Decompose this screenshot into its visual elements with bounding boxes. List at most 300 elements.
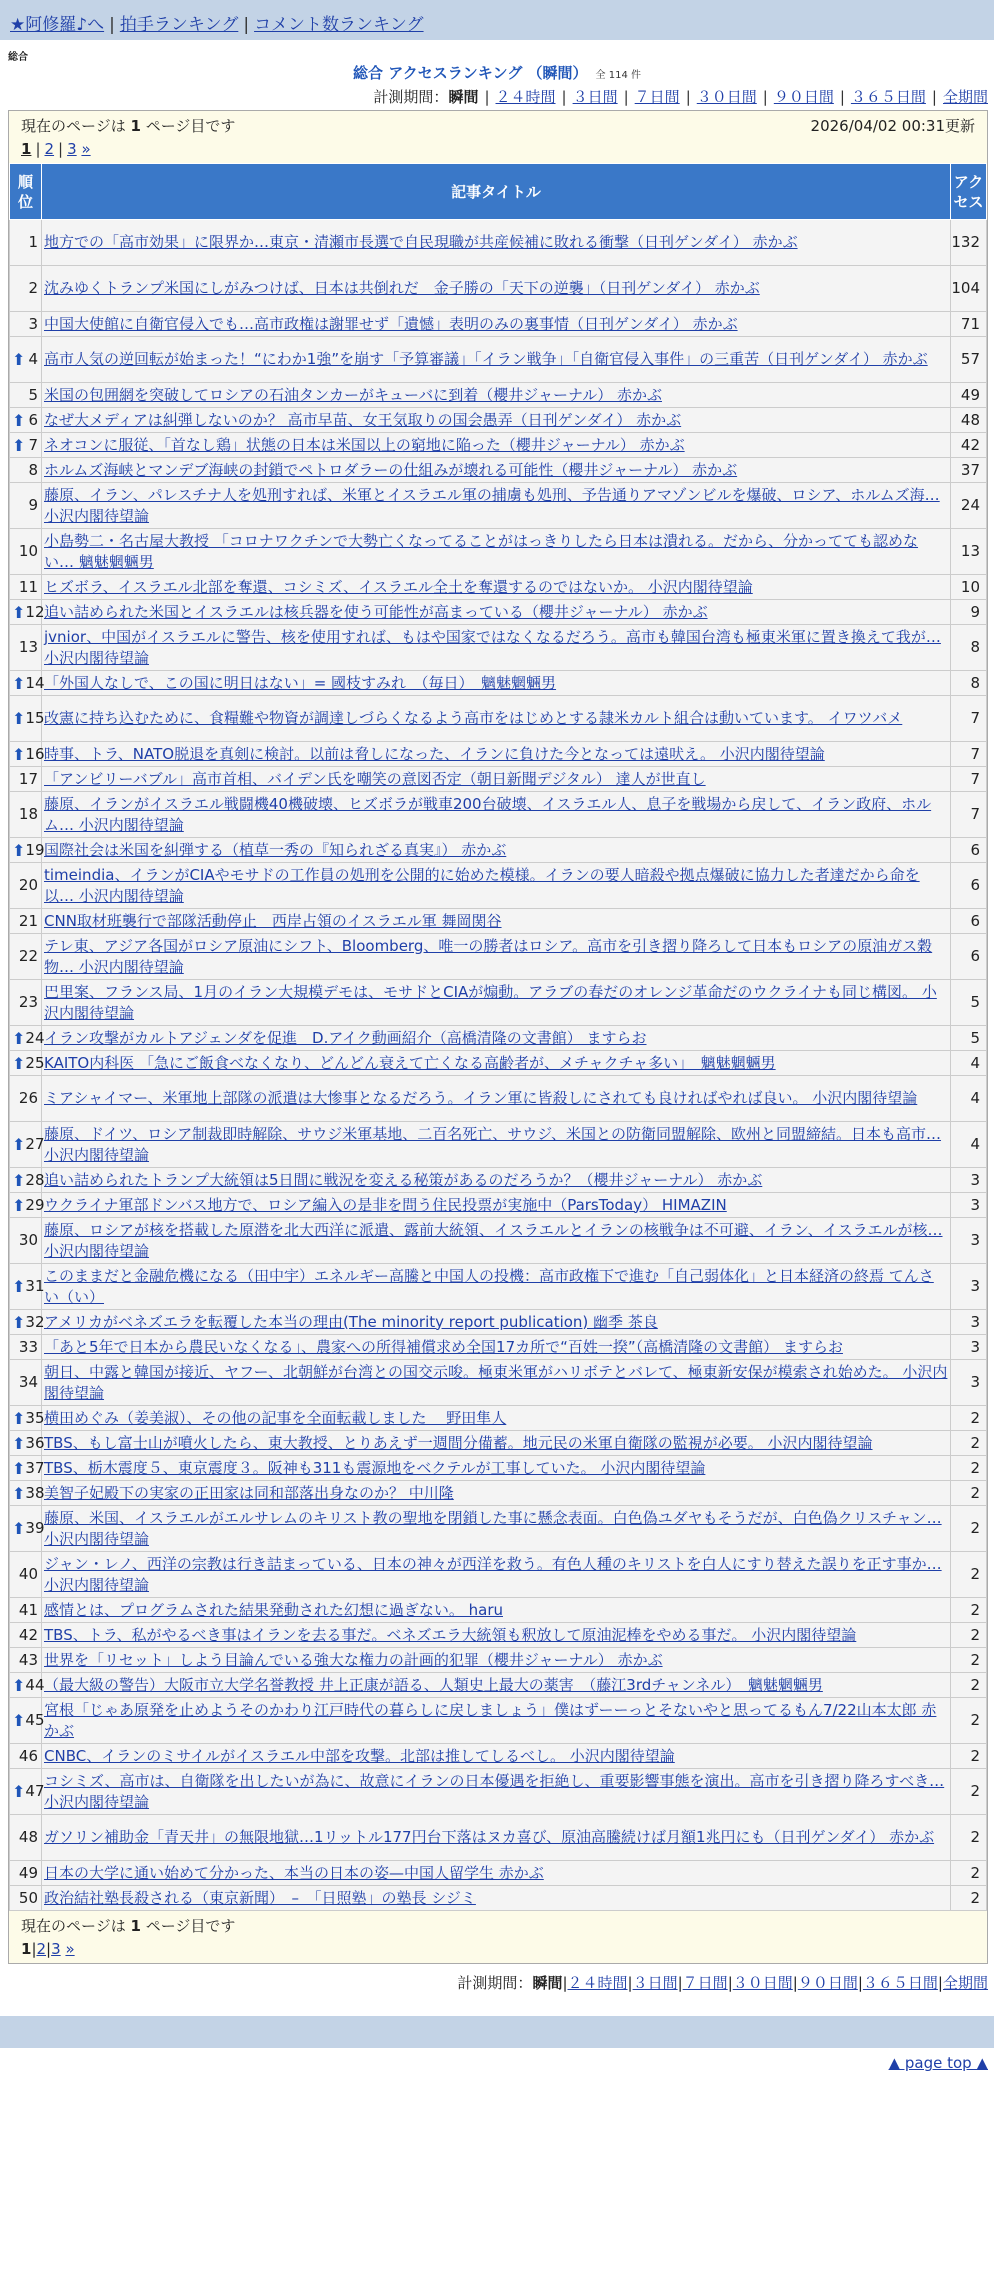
rank-up-arrow-icon: ⬆	[12, 410, 26, 430]
article-link[interactable]: TBS、トラ、私がやるべき事はイランを去る事だ。ベネズエラ大統領も釈放して原油泥棒をやめる事だ。 小沢内閣待望論	[44, 1625, 857, 1644]
total-count: 全 114 件	[595, 70, 641, 81]
table-row	[10, 696, 987, 742]
article-link[interactable]: 藤原、イランがイスラエル戦闘機40機破壊、ヒズボラが戦車200台破壊、イスラエル人、息子を戦場から戻して、イラン政府、ホルム… 小沢内閣待望論	[44, 794, 932, 834]
article-link[interactable]: 沈みゆくトランプ米国にしがみつけば、日本は共倒れだ 金子勝の「天下の逆襲」（日刊ゲンダイ） 赤かぶ	[44, 279, 760, 297]
rank-cell	[10, 1744, 42, 1769]
table-row	[10, 1168, 987, 1193]
rank-up-arrow-icon: ⬆	[12, 1277, 26, 1296]
home-link[interactable]: ★阿修羅♪へ	[10, 15, 105, 35]
title-cell	[42, 792, 951, 838]
rank-number: 37	[25, 1458, 45, 1477]
rank-up-arrow-icon: ⬆	[12, 1170, 26, 1190]
article-link[interactable]: ウクライナ軍部ドンバス地方で、ロシア編入の是非を問う住民投票が実施中（ParsToday） HIMAZIN	[44, 1195, 727, 1214]
rank-number: 47	[25, 1782, 45, 1800]
rank-up-arrow-icon: ⬆	[12, 1053, 26, 1073]
rank-cell	[10, 1481, 45, 1506]
table-row	[10, 1456, 987, 1481]
rank-up-arrow-icon: ⬆	[12, 744, 26, 764]
rank-number: 4	[28, 350, 38, 368]
title-cell	[42, 408, 951, 433]
rank-up-arrow-icon: ⬆	[12, 602, 26, 622]
access-count: 37	[951, 458, 987, 483]
table-row	[10, 1623, 987, 1648]
rank-up-arrow-icon: ⬆	[12, 1519, 26, 1538]
access-count: 9	[951, 600, 987, 625]
next-page-link[interactable]: »	[65, 1940, 75, 1958]
access-count: 2	[951, 1698, 987, 1744]
article-link[interactable]: 藤原、米国、イスラエルがエルサレムのキリスト教の聖地を閉鎖した事に懸念表面。白色偽ユダヤもそうだが、白色偽クリスチャン… 小沢内閣待望論	[44, 1508, 942, 1548]
table-row	[10, 600, 987, 625]
rank-cell	[10, 1598, 42, 1623]
access-count: 2	[951, 1431, 987, 1456]
rank-number: 29	[25, 1195, 45, 1214]
rank-number: 35	[25, 1408, 45, 1427]
rank-up-arrow-icon: ⬆	[12, 1675, 26, 1695]
title-cell	[42, 1886, 951, 1911]
title-cell	[42, 433, 951, 458]
page-info-text: 現在のページは 1 ページ目です	[21, 1917, 236, 1935]
rank-number: 13	[18, 638, 38, 656]
rank-cell	[10, 1698, 45, 1744]
period-current: 瞬間	[532, 1974, 563, 1992]
title-cell	[42, 1168, 951, 1193]
article-link[interactable]: ジャン・レノ、西洋の宗教は行き詰まっている、日本の神々が西洋を救う。有色人種のキリストを白人にすり替えた誤りを正す事か… 小沢内閣待望論	[44, 1554, 942, 1594]
period-link[interactable]: ３６５日間	[850, 88, 926, 106]
access-count: 4	[951, 1051, 987, 1076]
rank-cell	[10, 1431, 45, 1456]
article-link[interactable]: 藤原、ドイツ、ロシア制裁即時解除、サウジ米軍基地、二百名死亡、サウジ、米国との防衛同盟解除、欧州と同盟締結。日本も高市… 小沢内閣待望論	[44, 1124, 942, 1164]
nav-separator: |	[243, 15, 250, 35]
period-separator: |	[839, 88, 845, 106]
title-cell	[42, 266, 951, 312]
article-link[interactable]: ガソリン補助金「青天井」の無限地獄…1リットル177円台下落はヌカ喜び、原油高騰続けば月額1兆円にも（日刊ゲンダイ） 赤かぶ	[44, 1828, 935, 1846]
article-link[interactable]: 世界を「リセット」しよう目論んでいる強大な権力の計画的犯罪（櫻井ジャーナル） 赤かぶ	[44, 1650, 663, 1669]
rank-cell	[10, 1193, 45, 1218]
article-link[interactable]: 横田めぐみ（姜美淑）、その他の記事を全面転載しました 野田隼人	[44, 1408, 507, 1427]
col-access-header: アクセス	[951, 164, 987, 220]
table-row	[10, 671, 987, 696]
page-link[interactable]: 2	[36, 1940, 47, 1958]
page-link[interactable]: 3	[51, 1940, 61, 1958]
period-link[interactable]: ２４時間	[567, 1974, 628, 1992]
access-count: 2	[951, 1481, 987, 1506]
period-separator: |	[623, 88, 629, 106]
rank-cell	[10, 1815, 42, 1861]
rank-number: 26	[18, 1089, 38, 1107]
col-title-header: 記事タイトル	[42, 164, 951, 220]
period-separator: |	[484, 88, 490, 106]
rank-number: 9	[28, 496, 38, 514]
rank-cell	[10, 433, 42, 458]
period-link[interactable]: ７日間	[682, 1974, 728, 1992]
access-count: 42	[951, 433, 987, 458]
top-nav-bar	[0, 0, 994, 40]
article-link[interactable]: 追い詰められた米国とイスラエルは核兵器を使う可能性が高まっている（櫻井ジャーナル） 赤かぶ	[44, 602, 708, 621]
title-cell	[42, 1648, 951, 1673]
article-link[interactable]: timeindia、イランがCIAやモサドの工作員の処刑を公開的に始めた模様。イランの要人暗殺や拠点爆破に協力した者達だから命を以… 小沢内閣待望論	[44, 865, 920, 905]
rank-number: 8	[28, 460, 38, 479]
rank-number: 21	[18, 911, 38, 930]
access-count: 2	[951, 1406, 987, 1431]
access-count: 13	[951, 529, 987, 575]
access-count: 7	[951, 742, 987, 767]
title-cell	[42, 1193, 951, 1218]
page-link[interactable]: 2	[44, 140, 55, 158]
article-link[interactable]: 地方での「高市効果」に限界か…東京・清瀬市長選で自民現職が共産候補に敗れる衝撃（日刊ゲンダイ） 赤かぶ	[44, 233, 798, 251]
rank-number: 36	[25, 1433, 45, 1452]
rank-cell	[10, 1552, 42, 1598]
period-label: 計測期間：	[373, 88, 449, 106]
table-row	[10, 408, 987, 433]
title-cell	[42, 1769, 951, 1815]
table-row	[10, 625, 987, 671]
rank-up-arrow-icon: ⬆	[12, 1458, 26, 1478]
article-link[interactable]: 政治結社塾長殺される（東京新聞） – 「日照塾」の塾長 シジミ	[44, 1888, 476, 1907]
period-separator: |	[685, 88, 691, 106]
rank-cell	[10, 1456, 45, 1481]
article-link[interactable]: KAITO内科医 「急にご飯食べなくなり、どんどん衰えて亡くなる高齢者が、メチャクチャ多い」 魑魅魍魎男	[44, 1053, 776, 1072]
rank-number: 43	[18, 1650, 38, 1669]
article-link[interactable]: 「外国人なしで、この国に明日はない」= 國枝すみれ （毎日） 魑魅魍魎男	[44, 673, 557, 692]
article-link[interactable]: TBS、栃木震度５、東京震度３。阪神も311も震源地をベクテルが工事していた。 小沢内閣待望論	[44, 1458, 706, 1477]
title-cell	[42, 220, 951, 266]
rank-cell	[10, 266, 42, 312]
table-row	[10, 1122, 987, 1168]
access-count: 2	[951, 1744, 987, 1769]
period-link[interactable]: 全期間	[942, 1974, 988, 1992]
access-count: 2	[951, 1861, 987, 1886]
next-page-link[interactable]: »	[81, 140, 91, 158]
article-link[interactable]: 中国大使館に自衛官侵入でも…高市政権は謝罪せず「遺憾」表明のみの裏事情（日刊ゲンダイ） 赤かぶ	[44, 314, 738, 333]
page-link[interactable]: 3	[67, 140, 77, 158]
table-row	[10, 980, 987, 1026]
page-separator: |	[31, 1940, 37, 1958]
title-cell	[42, 1360, 951, 1406]
table-row	[10, 1026, 987, 1051]
title-cell	[42, 1698, 951, 1744]
article-link[interactable]: テレ東、アジア各国がロシア原油にシフト、Bloomberg、唯一の勝者はロシア。高市を引き摺り降ろして日本もロシアの原油ガス穀物… 小沢内閣待望論	[44, 936, 933, 976]
rank-up-arrow-icon: ⬆	[12, 350, 26, 369]
rank-number: 10	[18, 542, 38, 560]
rank-cell	[10, 1406, 45, 1431]
article-link[interactable]: なぜ大メディアは糾弾しないのか？ 高市早苗、女王気取りの国会愚弄（日刊ゲンダイ） 赤かぶ	[44, 410, 682, 429]
rank-number: 33	[18, 1337, 38, 1356]
title-cell	[42, 838, 951, 863]
rank-cell	[10, 1264, 45, 1310]
period-separator: |	[931, 88, 937, 106]
rank-number: 28	[25, 1170, 45, 1189]
table-row	[10, 1815, 987, 1861]
table-row	[10, 1552, 987, 1598]
rank-number: 50	[18, 1888, 38, 1907]
rank-number: 12	[25, 602, 45, 621]
access-count: 24	[951, 483, 987, 529]
article-link[interactable]: ネオコンに服従、「首なし鶏」状態の日本は米国以上の窮地に陥った（櫻井ジャーナル） 赤かぶ	[44, 435, 685, 454]
rank-up-arrow-icon: ⬆	[12, 1312, 26, 1332]
title-cell	[42, 696, 951, 742]
clap-ranking-link[interactable]: 拍手ランキング	[119, 15, 239, 35]
comment-ranking-link[interactable]: コメント数ランキング	[254, 15, 424, 35]
table-row	[10, 767, 987, 792]
table-row	[10, 433, 987, 458]
access-count: 3	[951, 1360, 987, 1406]
access-count: 7	[951, 696, 987, 742]
title-cell	[42, 1815, 951, 1861]
pagination-top	[9, 111, 987, 163]
rank-up-arrow-icon: ⬆	[12, 1028, 26, 1048]
article-link[interactable]: ミアシャイマー、米軍地上部隊の派遣は大惨事となるだろう。イラン軍に皆殺しにされても良ければやれば良い。 小沢内閣待望論	[44, 1089, 918, 1107]
page-separator: |	[35, 140, 41, 158]
rank-cell	[10, 1673, 45, 1698]
title-cell	[42, 625, 951, 671]
rank-cell	[10, 696, 45, 742]
article-link[interactable]: 国際社会は米国を糾弾する（植草一秀の『知られざる真実』） 赤かぶ	[44, 840, 507, 859]
rank-number: 49	[18, 1863, 38, 1882]
article-link[interactable]: 高市人気の逆回転が始まった！“にわか1強”を崩す「予算審議」「イラン戦争」「自衛官侵入事件」の三重苦（日刊ゲンダイ） 赤かぶ	[44, 350, 928, 368]
rank-cell	[10, 408, 42, 433]
period-separator: |	[792, 1974, 798, 1992]
title-cell	[42, 1026, 951, 1051]
page-separator: |	[58, 140, 64, 158]
rank-cell	[10, 383, 42, 408]
table-row	[10, 934, 987, 980]
table-row	[10, 220, 987, 266]
article-link[interactable]: 美智子妃殿下の実家の正田家は同和部落出身なのか？ 中川隆	[44, 1483, 454, 1502]
access-count: 8	[951, 625, 987, 671]
rank-up-arrow-icon: ⬆	[12, 709, 26, 728]
rank-number: 22	[18, 947, 38, 965]
article-link[interactable]: CNBC、イランのミサイルがイスラエル中部を攻撃。北部は推してしるべし。 小沢内閣待望論	[44, 1746, 675, 1765]
rank-number: 41	[18, 1600, 38, 1619]
title-cell	[42, 1623, 951, 1648]
access-count: 2	[951, 1673, 987, 1698]
access-count: 57	[951, 337, 987, 383]
article-link[interactable]: 「あと5年で日本から農民いなくなる」、農家への所得補償求め全国17カ所で“百姓一揆”（高橋清隆の文書館） ますらお	[44, 1337, 843, 1356]
period-separator: |	[727, 1974, 733, 1992]
period-link[interactable]: ９０日間	[773, 88, 834, 106]
period-separator: |	[762, 88, 768, 106]
page-top-link[interactable]: ▲ page top ▲	[888, 2054, 988, 2072]
current-page-number: 1	[21, 1940, 32, 1958]
rank-cell	[10, 1861, 42, 1886]
rank-cell	[10, 1506, 45, 1552]
title-cell	[42, 337, 951, 383]
title-cell	[42, 909, 951, 934]
access-count: 4	[951, 1122, 987, 1168]
access-count: 2	[951, 1598, 987, 1623]
access-count: 2	[951, 1506, 987, 1552]
rank-cell	[10, 625, 42, 671]
article-link[interactable]: 宮根「じゃあ原発を止めようそのかわり江戸時代の暮らしに戻しましょう」僕はずーーっとそないやと思ってるもん7/22山本太郎 赤かぶ	[44, 1700, 937, 1740]
rank-number: 48	[18, 1828, 38, 1846]
period-selector-bottom	[0, 1964, 994, 2002]
rank-cell	[10, 458, 42, 483]
table-row	[10, 1076, 987, 1122]
table-row	[10, 1673, 987, 1698]
title-cell	[42, 1673, 951, 1698]
rank-number: 2	[28, 279, 38, 297]
access-count: 8	[951, 671, 987, 696]
article-link[interactable]: 感情とは、プログラムされた結果発動された幻想に過ぎない。 haru	[44, 1600, 503, 1619]
article-link[interactable]: 藤原、イラン、パレスチナ人を処刑すれば、米軍とイスラエル軍の捕虜も処刑、予告通りアマゾンビルを爆破、ロシア、ホルムズ海… 小沢内閣待望論	[44, 485, 940, 525]
rank-cell	[10, 312, 42, 337]
page-title	[0, 62, 994, 84]
table-row	[10, 529, 987, 575]
title-cell	[42, 312, 951, 337]
rank-cell	[10, 1648, 42, 1673]
title-cell	[42, 742, 951, 767]
table-row	[10, 1861, 987, 1886]
article-link[interactable]: 藤原、ロシアが核を搭載した原潜を北大西洋に派遣、露前大統領、イスラエルとイランの核戦争は不可避、イラン、イスラエルが核… 小沢内閣待望論	[44, 1220, 943, 1260]
rank-cell	[10, 1769, 45, 1815]
article-link[interactable]: 小島勢二・名古屋大教授 「コロナワクチンで大勢亡くなってることがはっきりしたら日本は潰れる。だから、分かってても認めない… 魑魅魍魎男	[44, 531, 919, 571]
period-link[interactable]: ９０日間	[797, 1974, 858, 1992]
title-cell	[42, 1076, 951, 1122]
article-link[interactable]: ホルムズ海峡とマンデブ海峡の封鎖でペトロダラーの仕組みが壊れる可能性（櫻井ジャーナル） 赤かぶ	[44, 460, 738, 479]
table-row	[10, 1051, 987, 1076]
table-row	[10, 312, 987, 337]
article-link[interactable]: 改憲に持ち込むために、食糧難や物資が調達しづらくなるよう高市をはじめとする隷米カルト組合は動いています。 イワツバメ	[44, 709, 903, 727]
period-separator: |	[627, 1974, 633, 1992]
article-link[interactable]: 米国の包囲網を突破してロシアの石油タンカーがキューバに到着（櫻井ジャーナル） 赤かぶ	[44, 385, 662, 404]
access-count: 49	[951, 383, 987, 408]
article-link[interactable]: 時事、トラ、NATO脱退を真剣に検討。以前は脅しになった、イランに負けた今となっては遠吠え。 小沢内閣待望論	[44, 744, 825, 763]
article-link[interactable]: jvnior、中国がイスラエルに警告、核を使用すれば、もはや国家ではなくなるだろう。高市も韓国台湾も極東米軍に置き換えて我が… 小沢内閣待望論	[44, 627, 941, 667]
table-row	[10, 1431, 987, 1456]
rank-up-arrow-icon: ⬆	[12, 435, 26, 455]
page-links	[21, 1937, 975, 1961]
rank-up-arrow-icon: ⬆	[12, 1483, 26, 1503]
rank-up-arrow-icon: ⬆	[12, 1433, 26, 1453]
article-link[interactable]: CNN取材班襲行で部隊活動停止 西岸占領のイスラエル軍 舞岡関谷	[44, 911, 502, 930]
period-separator: |	[937, 1974, 943, 1992]
rank-cell	[10, 600, 45, 625]
page-links	[21, 137, 975, 161]
access-count: 6	[951, 838, 987, 863]
rank-cell	[10, 742, 45, 767]
access-count: 2	[951, 1769, 987, 1815]
rank-cell	[10, 1310, 45, 1335]
period-link[interactable]: ３６５日間	[862, 1974, 938, 1992]
rank-number: 1	[28, 233, 38, 251]
access-count: 7	[951, 767, 987, 792]
article-link[interactable]: アメリカがベネズエラを転覆した本当の理由(The minority report publication) 幽季 茶良	[44, 1312, 658, 1331]
table-row	[10, 1406, 987, 1431]
article-link[interactable]: TBS、もし富士山が噴火したら、東大教授、とりあえず一週間分備蓄。地元民の米軍自衛隊の監視が必要。 小沢内閣待望論	[44, 1433, 873, 1452]
rank-up-arrow-icon: ⬆	[12, 1195, 26, 1215]
period-link[interactable]: ３日間	[572, 88, 618, 106]
access-count: 104	[951, 266, 987, 312]
rank-up-arrow-icon: ⬆	[12, 1782, 26, 1801]
title-cell	[42, 767, 951, 792]
rank-up-arrow-icon: ⬆	[12, 840, 26, 860]
title-cell	[42, 934, 951, 980]
rank-number: 3	[28, 314, 38, 333]
rank-number: 5	[28, 385, 38, 404]
period-link[interactable]: ３日間	[632, 1974, 678, 1992]
rank-cell	[10, 767, 42, 792]
article-link[interactable]: 追い詰められたトランプ大統領は5日間に戦況を変える秘策があるのだろうか？（櫻井ジャーナル） 赤かぶ	[44, 1170, 763, 1189]
article-link[interactable]: ヒズボラ、イスラエル北部を奪還、コシミズ、イスラエル全土を奪還するのではないか。 小沢内閣待望論	[44, 577, 753, 596]
rank-number: 11	[18, 577, 38, 596]
table-row	[10, 1698, 987, 1744]
rank-number: 16	[25, 744, 45, 763]
rank-number: 39	[25, 1519, 45, 1537]
access-count: 3	[951, 1193, 987, 1218]
rank-cell	[10, 529, 42, 575]
title-cell	[42, 1861, 951, 1886]
period-link[interactable]: ３０日間	[732, 1974, 793, 1992]
rank-cell	[10, 1168, 45, 1193]
period-separator: |	[857, 1974, 863, 1992]
period-link[interactable]: 全期間	[942, 88, 988, 106]
rank-cell	[10, 980, 42, 1026]
rank-number: 27	[25, 1135, 45, 1153]
table-row	[10, 1264, 987, 1310]
rank-up-arrow-icon: ⬆	[12, 1711, 26, 1730]
title-cell	[42, 1264, 951, 1310]
title-cell	[42, 483, 951, 529]
rank-number: 46	[18, 1746, 38, 1765]
current-page-number: 1	[21, 140, 32, 158]
access-count: 3	[951, 1168, 987, 1193]
title-cell	[42, 1744, 951, 1769]
rank-number: 44	[25, 1675, 45, 1694]
rank-up-arrow-icon: ⬆	[12, 1135, 26, 1154]
period-separator: |	[561, 88, 567, 106]
title-cell	[42, 671, 951, 696]
table-row	[10, 458, 987, 483]
title-cell	[42, 1431, 951, 1456]
table-row	[10, 1218, 987, 1264]
rank-number: 40	[18, 1565, 38, 1583]
access-count: 3	[951, 1218, 987, 1264]
access-count: 3	[951, 1310, 987, 1335]
rank-number: 42	[18, 1625, 38, 1644]
period-link[interactable]: ２４時間	[495, 88, 556, 106]
article-link[interactable]: 日本の大学に通い始めて分かった、本当の日本の姿—中国人留学生 赤かぶ	[44, 1863, 544, 1882]
rank-cell	[10, 838, 45, 863]
article-link[interactable]: このままだと金融危機になる（田中宇）エネルギー高騰と中国人の投機：高市政権下で進む「自己弱体化」と日本経済の終焉 てんさい（い）	[44, 1266, 934, 1306]
title-cell	[42, 1406, 951, 1431]
access-count: 6	[951, 863, 987, 909]
rank-number: 31	[25, 1277, 45, 1295]
article-link[interactable]: 「アンビリーバブル」高市首相、バイデン氏を嘲笑の意図否定（朝日新聞デジタル） 達人が世直し	[44, 769, 706, 788]
table-row	[10, 909, 987, 934]
period-link[interactable]: ７日間	[634, 88, 680, 106]
article-link[interactable]: イラン攻撃がカルトアジェンダを促進 D.アイク動画紹介（高橋清隆の文書館） ますらお	[44, 1028, 647, 1047]
article-link[interactable]: （最大級の警告）大阪市立大学名誉教授 井上正康が語る、人類史上最大の薬害 （藤江3rdチャンネル） 魑魅魍魎男	[44, 1675, 823, 1694]
rank-cell	[10, 220, 42, 266]
article-link[interactable]: コシミズ、高市は、自衛隊を出したいが為に、故意にイランの日本優遇を拒絶し、重要影響事態を演出。高市を引き摺り降ろすべき… 小沢内閣待望論	[44, 1771, 945, 1811]
article-link[interactable]: 朝日、中露と韓国が接近、ヤフー、北朝鮮が台湾との国交示唆。極東米軍がハリボテとバレて、極東新安保が模索され始めた。 小沢内閣待望論	[44, 1362, 948, 1402]
title-cell	[42, 1598, 951, 1623]
access-count: 2	[951, 1648, 987, 1673]
rank-cell	[10, 1360, 42, 1406]
rank-cell	[10, 1026, 45, 1051]
table-row	[10, 1886, 987, 1911]
article-link[interactable]: 巴里案、フランス局、1月のイラン大規模デモは、モサドとCIAが煽動。アラブの春だのオレンジ革命だのウクライナも同じ構図。 小沢内閣待望論	[44, 982, 937, 1022]
rank-cell	[10, 1076, 42, 1122]
table-row	[10, 742, 987, 767]
rank-cell	[10, 1623, 42, 1648]
rank-number: 38	[25, 1483, 45, 1502]
access-count: 3	[951, 1264, 987, 1310]
period-link[interactable]: ３０日間	[696, 88, 757, 106]
table-row	[10, 1481, 987, 1506]
access-count: 2	[951, 1552, 987, 1598]
heading-title: 総合 アクセスランキング （瞬間）	[353, 64, 588, 82]
